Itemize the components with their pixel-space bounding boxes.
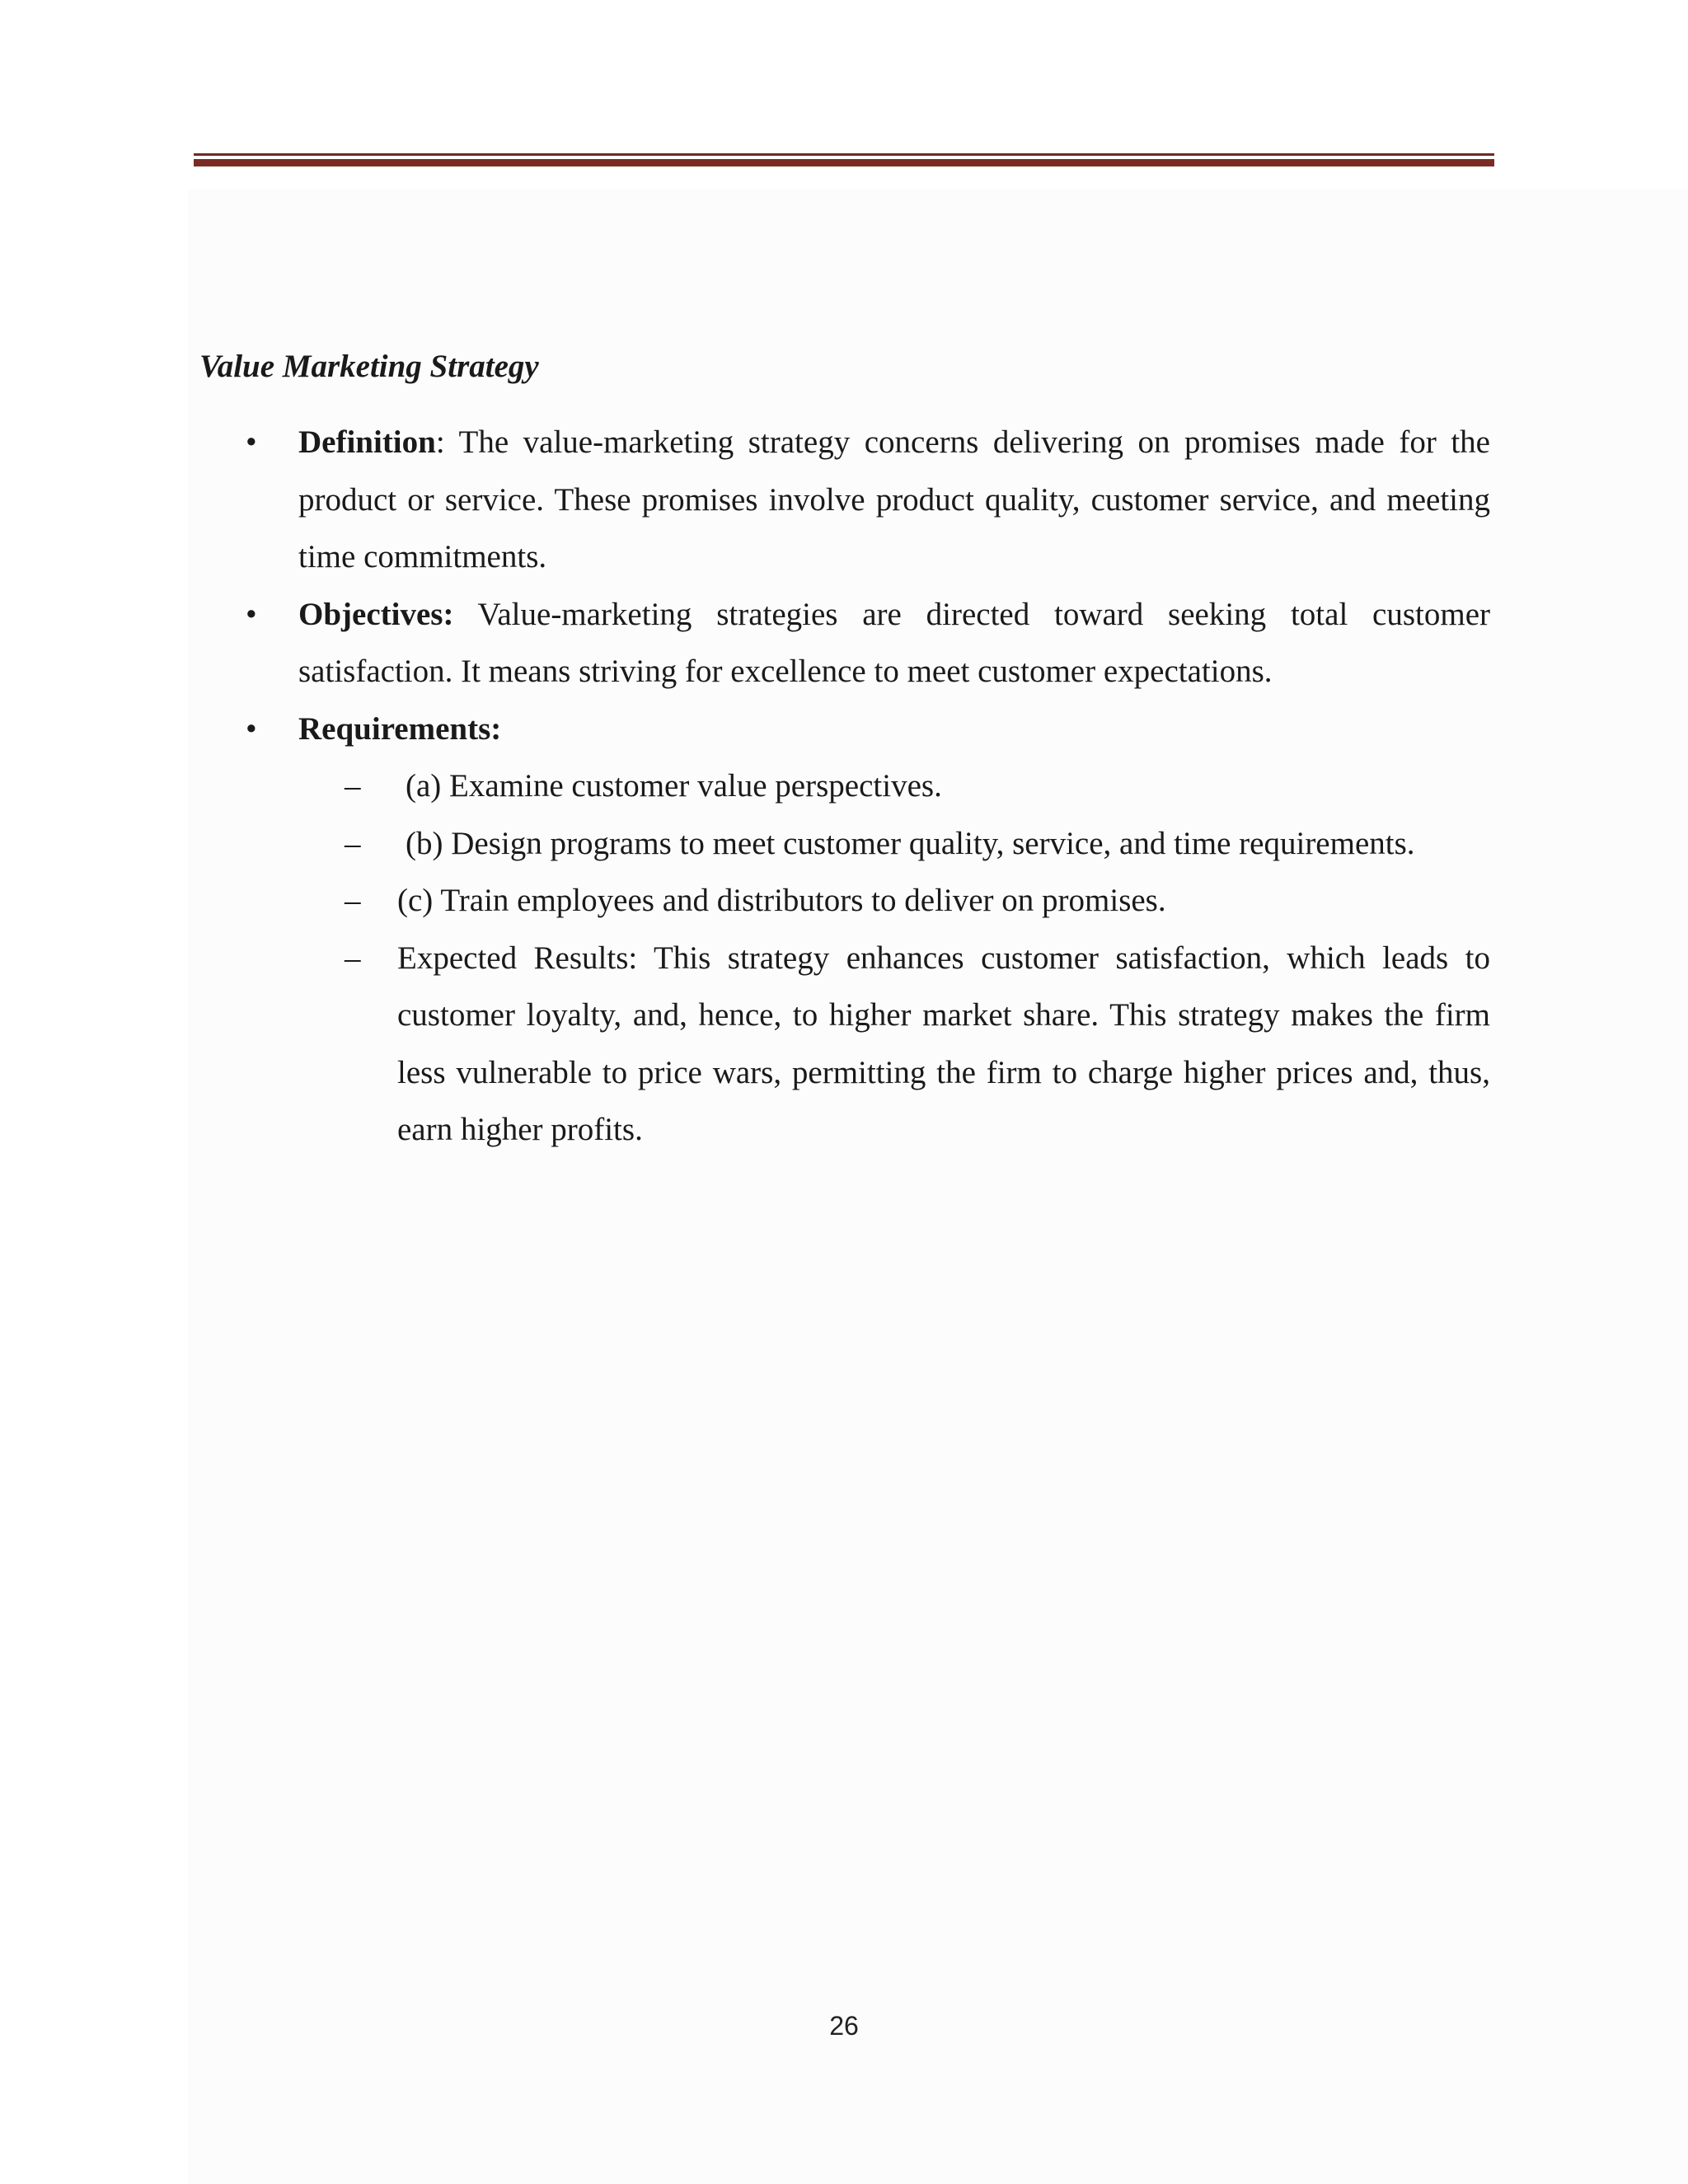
dash-icon: – — [345, 940, 361, 976]
bullet-label: Definition — [298, 424, 436, 460]
bullet-text: Value-marketing strategies are directed toward seeking total customer satisfaction. It means striving for excellence to meet customer expectations. — [298, 596, 1491, 689]
requirement-item-c — [199, 872, 1490, 930]
section-title: Value Marketing Strategy — [199, 349, 539, 384]
dash-icon: – — [345, 883, 361, 918]
header-rule-thin-line — [194, 153, 1494, 156]
bullet-text: The value-marketing strategy concerns delivering on promises made for the product or service. These promises involve product quality, customer service, and meeting time commitments. — [298, 424, 1490, 574]
page-number: 26 — [829, 2011, 859, 2041]
bullet-icon: • — [246, 710, 257, 747]
requirements-list — [298, 757, 1490, 1159]
bullet-list — [199, 414, 1490, 1159]
bullet-separator: : — [435, 424, 459, 460]
bullet-icon: • — [246, 424, 257, 460]
requirement-text: Expected Results: This strategy enhances customer satisfaction, which leads to customer loyalty, and, hence, to higher market share. This strategy makes the firm less vulnerable to price wars, permitting the firm to charge higher prices and, thus, earn higher profits. — [397, 940, 1490, 1147]
bullet-label: Objectives: — [298, 596, 454, 632]
requirement-text: (b) Design programs to meet customer quality, service, and time requirements. — [406, 825, 1415, 861]
requirement-item-expected-results — [199, 930, 1490, 1159]
dash-icon: – — [345, 768, 361, 804]
bullet-label: Requirements: — [298, 710, 502, 747]
header-rule-thick-line — [194, 159, 1494, 166]
requirement-item-a — [199, 757, 1490, 815]
requirement-item-b — [199, 815, 1490, 873]
bullet-icon: • — [246, 596, 257, 632]
header-rule — [194, 153, 1494, 166]
page-content — [199, 340, 1490, 1159]
bullet-item-definition — [199, 414, 1490, 586]
requirement-text: (a) Examine customer value perspectives. — [406, 768, 942, 804]
requirement-text: (c) Train employees and distributors to deliver on promises. — [397, 883, 1166, 918]
bullet-item-objectives — [199, 586, 1490, 701]
bullet-separator — [453, 597, 477, 632]
dash-icon: – — [345, 825, 361, 861]
bullet-item-requirements — [199, 701, 1490, 1159]
